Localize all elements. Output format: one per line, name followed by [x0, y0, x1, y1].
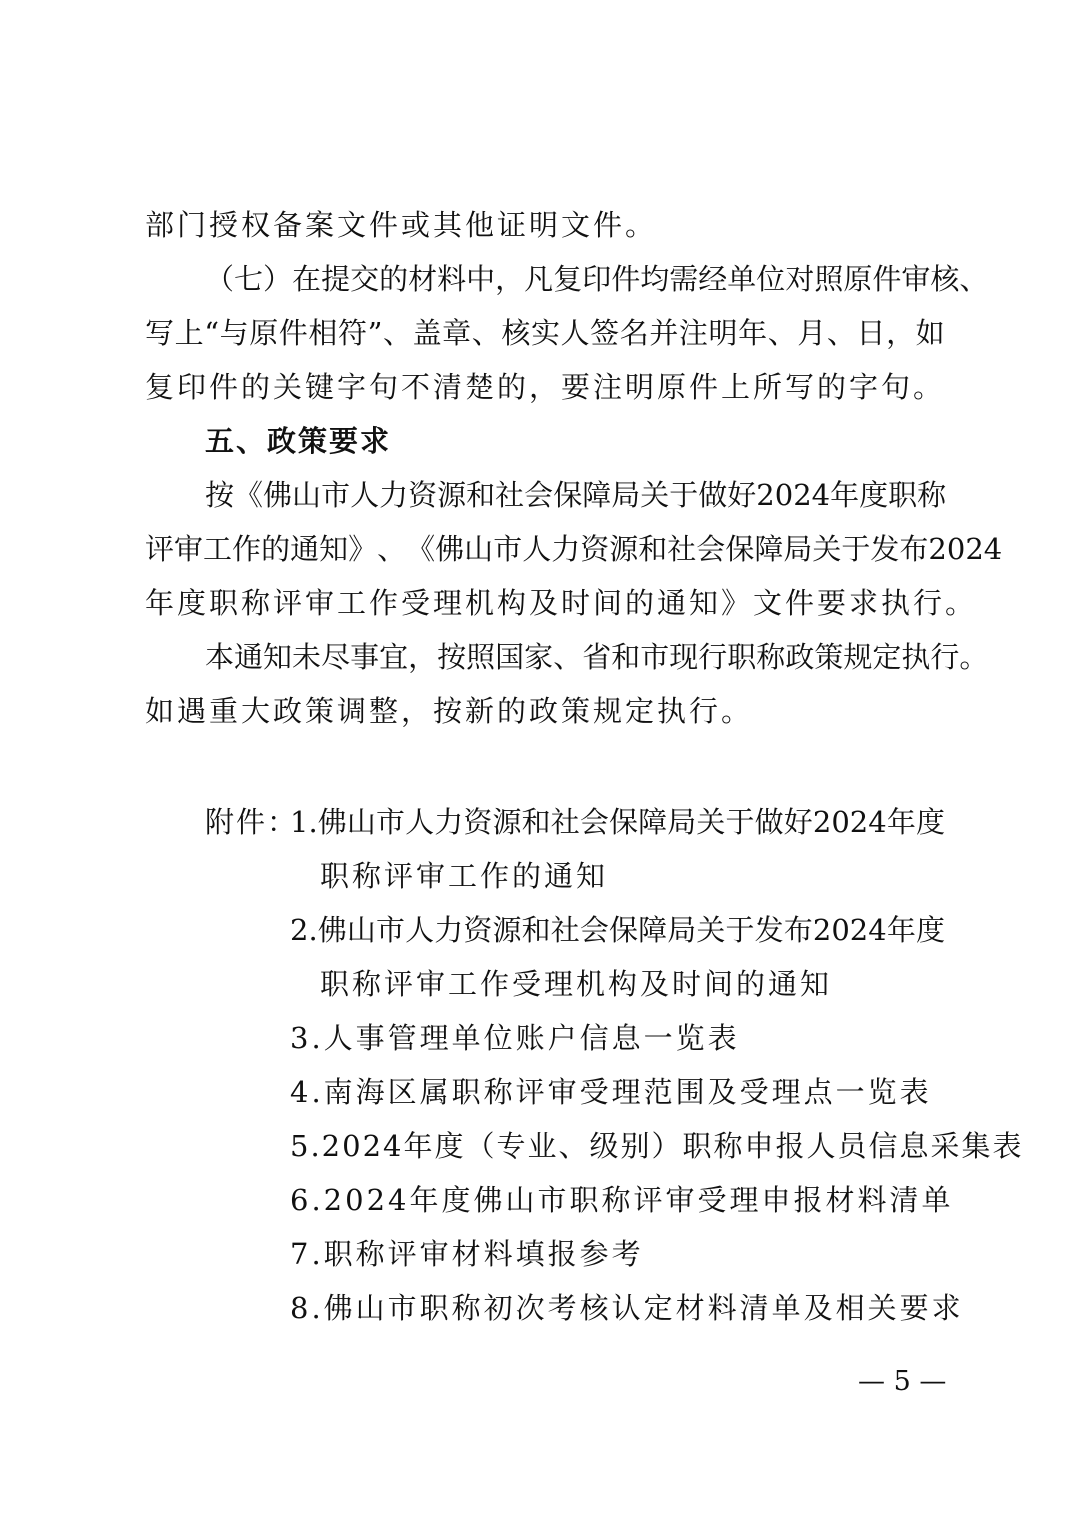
text-line: 按 《 佛 山 市 人 力 资 源 和 社 会 保 障 局 关 于 做 好 2024 年 度 职 称 — [205, 478, 947, 512]
attachment-item: 8.佛山市职称初次考核认定材料清单及相关要求 — [290, 1291, 964, 1325]
attachment-item: 5.2024年度（专业、级别）职称申报人员信息采集表 — [290, 1129, 1024, 1163]
section-heading: 五、政策要求 — [205, 424, 392, 458]
attachment-item: 4.南海区属职称评审受理范围及受理点一览表 — [290, 1075, 932, 1109]
page-number: — 5 — — [858, 1366, 947, 1397]
attachment-item-continuation: 职称评审工作的通知 — [320, 859, 609, 893]
attachment-item: 2. 佛 山 市 人 力 资 源 和 社 会 保 障 局 关 于 发 布 2024 年 度 — [290, 913, 945, 947]
text-line: 部门授权备案文件或其他证明文件。 — [145, 208, 658, 242]
text-line: 年度职称评审工作受理机构及时间的通知》文件要求执行。 — [145, 586, 978, 620]
attachment-item: 1. 佛 山 市 人 力 资 源 和 社 会 保 障 局 关 于 做 好 2024 年 度 — [290, 805, 945, 839]
text-line: 写 上 “ 与 原 件 相 符 ” 、 盖 章 、 核 实 人 签 名 并 注 明 年 、 月 、 日 ， 如 — [145, 316, 945, 350]
attachment-item: 7.职称评审材料填报参考 — [290, 1237, 644, 1271]
attachments-label: 附件： — [205, 805, 299, 839]
text-line: 复印件的关键字句不清楚的，要注明原件上所写的字句。 — [145, 370, 946, 404]
text-line: 评 审 工 作 的 通 知 》 、 《 佛 山 市 人 力 资 源 和 社 会 保 障 局 关 于 发 布 2024 — [145, 532, 1003, 566]
text-line: 如遇重大政策调整，按新的政策规定执行。 — [145, 694, 754, 728]
attachment-item: 6.2024年度佛山市职称评审受理申报材料清单 — [290, 1183, 954, 1217]
attachment-item: 3.人事管理单位账户信息一览表 — [290, 1021, 740, 1055]
text-line: 本 通 知 未 尽 事 宜 ， 按 照 国 家 、 省 和 市 现 行 职 称 政 策 规 定 执 行 。 — [205, 640, 989, 674]
text-line: （ 七 ） 在 提 交 的 材 料 中 ， 凡 复 印 件 均 需 经 单 位 对 照 原 件 审 核 、 — [205, 262, 989, 296]
attachment-item-continuation: 职称评审工作受理机构及时间的通知 — [320, 967, 833, 1001]
